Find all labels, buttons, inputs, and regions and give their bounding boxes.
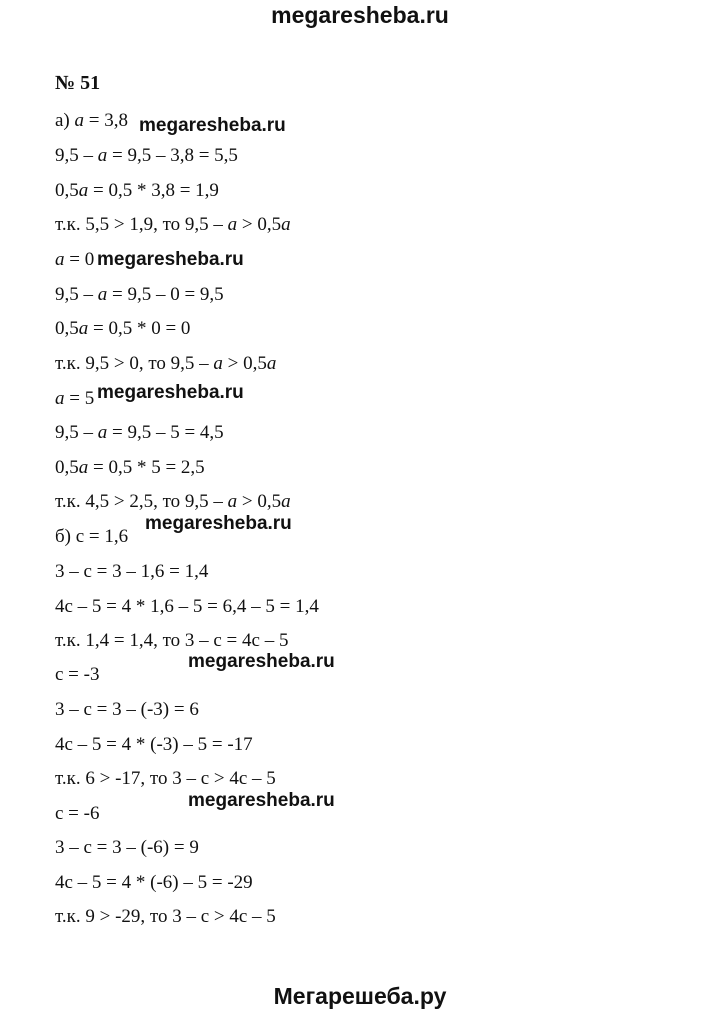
solution-line: 3 – с = 3 – (-3) = 6 bbox=[55, 699, 199, 720]
problem-number: № 51 bbox=[55, 72, 101, 94]
solution-line: 4с – 5 = 4 * 1,6 – 5 = 6,4 – 5 = 1,4 bbox=[55, 596, 319, 617]
watermark: megaresheba.ru bbox=[97, 382, 244, 403]
site-footer-title: Мегарешеба.ру bbox=[273, 983, 447, 1009]
watermark: megaresheba.ru bbox=[145, 513, 292, 534]
solution-line: с = -6 bbox=[55, 803, 100, 824]
solution-line: б) с = 1,6 bbox=[55, 526, 129, 547]
watermark: megaresheba.ru bbox=[139, 115, 286, 136]
solution-line: т.к. 9,5 > 0, то 9,5 – a > 0,5a bbox=[55, 353, 277, 374]
solution-line: 9,5 – a = 9,5 – 0 = 9,5 bbox=[55, 284, 224, 305]
solution-line: 4с – 5 = 4 * (-3) – 5 = -17 bbox=[55, 734, 253, 755]
solution-line: 9,5 – a = 9,5 – 3,8 = 5,5 bbox=[55, 145, 238, 166]
solution-line: т.к. 6 > -17, то 3 – с > 4с – 5 bbox=[55, 768, 276, 789]
watermark: megaresheba.ru bbox=[188, 790, 335, 811]
solution-line: 3 – с = 3 – 1,6 = 1,4 bbox=[55, 561, 209, 582]
site-header-title: megaresheba.ru bbox=[271, 2, 449, 28]
solution-line: т.к. 4,5 > 2,5, то 9,5 – a > 0,5a bbox=[55, 491, 291, 512]
solution-line: 4с – 5 = 4 * (-6) – 5 = -29 bbox=[55, 872, 253, 893]
solution-line: с = -3 bbox=[55, 664, 100, 685]
solution-line: 0,5a = 0,5 * 0 = 0 bbox=[55, 318, 191, 339]
solution-line: т.к. 9 > -29, то 3 – с > 4с – 5 bbox=[55, 906, 276, 927]
solution-line: а) a = 3,8 bbox=[55, 110, 128, 131]
solution-line: 0,5a = 0,5 * 3,8 = 1,9 bbox=[55, 180, 219, 201]
solution-line: 9,5 – a = 9,5 – 5 = 4,5 bbox=[55, 422, 224, 443]
watermark: megaresheba.ru bbox=[188, 651, 335, 672]
solution-line: т.к. 5,5 > 1,9, то 9,5 – a > 0,5a bbox=[55, 214, 291, 235]
solution-line: 0,5a = 0,5 * 5 = 2,5 bbox=[55, 457, 205, 478]
solution-line: 3 – с = 3 – (-6) = 9 bbox=[55, 837, 199, 858]
solution-line: a = 5 bbox=[55, 388, 95, 409]
solution-line: a = 0 bbox=[55, 249, 95, 270]
solution-line: т.к. 1,4 = 1,4, то 3 – с = 4с – 5 bbox=[55, 630, 289, 651]
watermark: megaresheba.ru bbox=[97, 249, 244, 270]
